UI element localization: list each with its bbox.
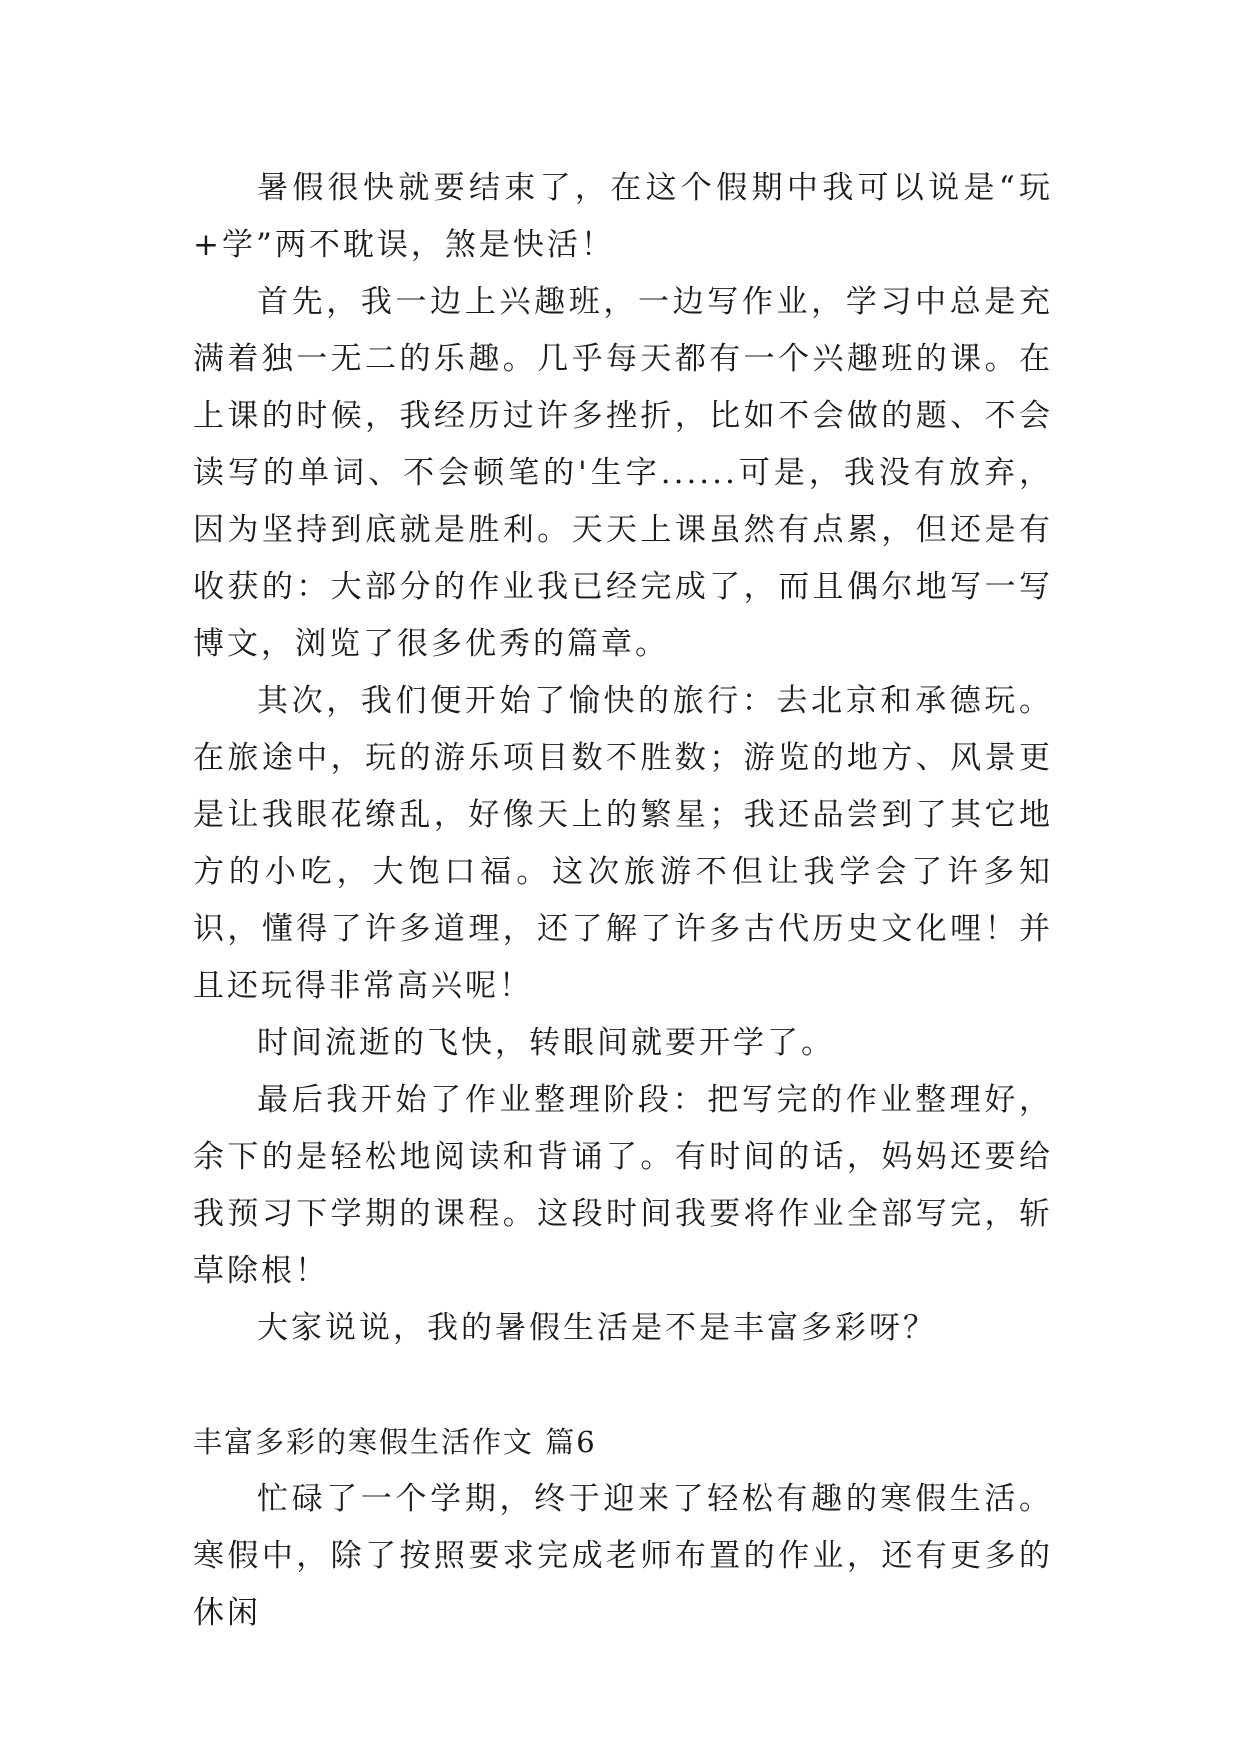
paragraph: 忙碌了一个学期，终于迎来了轻松有趣的寒假生活。寒假中，除了按照要求完成老师布置的作业，还有更多的休闲	[193, 1481, 1053, 1631]
document-body	[193, 160, 1053, 1642]
paragraph: 首先，我一边上兴趣班，一边写作业，学习中总是充满着独一无二的乐趣。几乎每天都有一个兴趣班的课。在上课的时候，我经历过许多挫折，比如不会做的题、不会读写的单词、不会顿笔的'生字......可是，我没有放弃，因为坚持到底就是胜利。天天上课虽然有点累，但还是有收获的：大部分的作业我已经完成了，而且偶尔地写一写博文，浏览了很多优秀的篇章。	[193, 284, 1053, 662]
paragraph: 其次，我们便开始了愉快的旅行：去北京和承德玩。在旅途中，玩的游乐项目数不胜数；游览的地方、风景更是让我眼花缭乱，好像天上的繁星；我还品尝到了其它地方的小吃，大饱口福。这次旅游不但让我学会了许多知识，懂得了许多道理，还了解了许多古代历史文化哩！并且还玩得非常高兴呢！	[193, 683, 1053, 1004]
paragraph: 暑假很快就要结束了，在这个假期中我可以说是“玩+学”两不耽误，煞是快活！	[193, 170, 1053, 263]
paragraph: 最后我开始了作业整理阶段：把写完的作业整理好，余下的是轻松地阅读和背诵了。有时间的话，妈妈还要给我预习下学期的课程。这段时间我要将作业全部写完，斩草除根！	[193, 1082, 1053, 1289]
section-heading: 丰富多彩的寒假生活作文 篇6	[193, 1425, 597, 1459]
paragraph: 大家说说，我的暑假生活是不是丰富多彩呀？	[257, 1310, 937, 1346]
paragraph: 时间流逝的飞快，转眼间就要开学了。	[257, 1025, 835, 1061]
